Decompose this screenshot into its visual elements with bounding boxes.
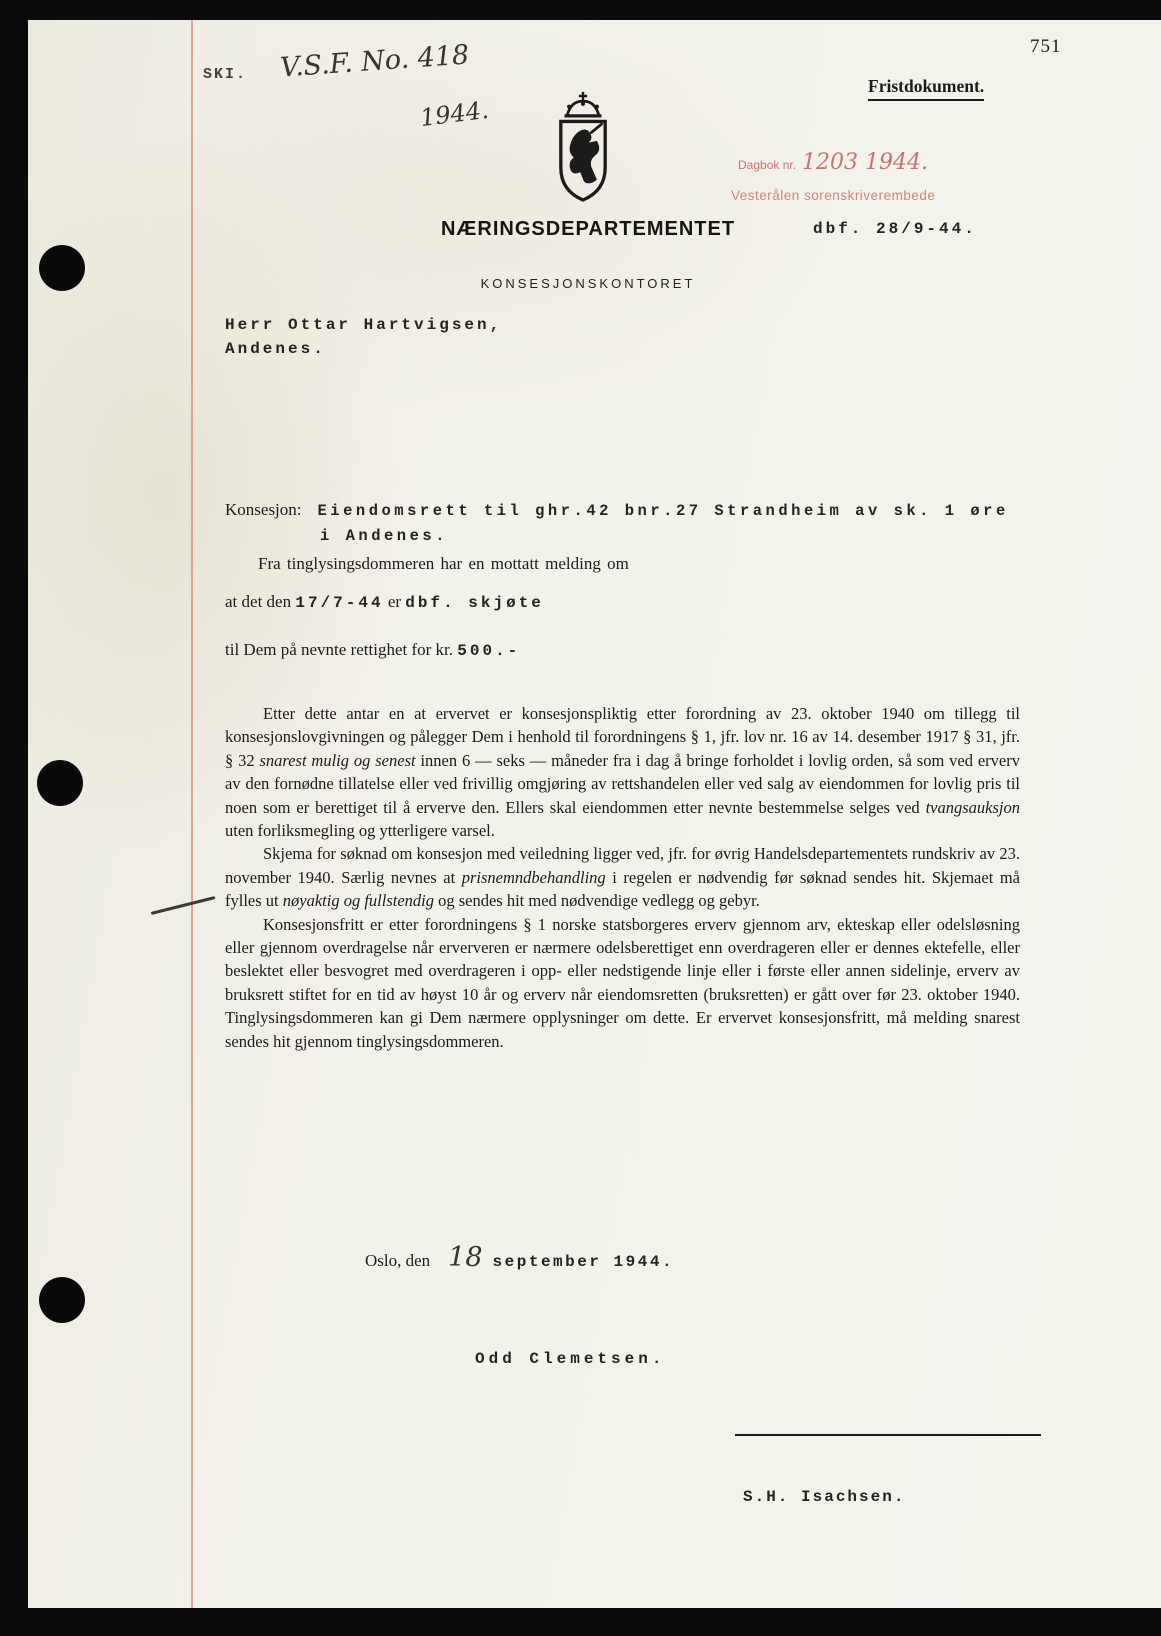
paragraph-text: uten forliksmegling og ytterligere varsel. bbox=[225, 821, 495, 841]
red-margin-line bbox=[191, 20, 193, 1608]
dbf-note: dbf. 28/9-44. bbox=[813, 220, 977, 238]
dagbok-stamp-number: 1203 1944. bbox=[802, 150, 929, 175]
coat-of-arms-icon bbox=[533, 90, 633, 212]
body-paragraph-3 bbox=[225, 913, 1020, 1053]
recipient-city: Andenes. bbox=[225, 340, 326, 358]
paragraph-text: Skjema for søknad om konsesjon med veiledning ligger ved, jfr. for øvrig Handelsdepartementets rundskriv av 23. november 1940. Særlig nevnes at bbox=[225, 844, 1020, 887]
document-page bbox=[28, 20, 1161, 1608]
hole-punch bbox=[37, 760, 83, 806]
letter-body bbox=[225, 702, 1020, 1053]
paragraph-italic: tvangsauksjon bbox=[925, 797, 1020, 817]
signer-name: Odd Clemetsen. bbox=[475, 1350, 666, 1368]
price-prefix: til Dem på nevnte rettighet for kr. bbox=[225, 640, 458, 659]
dagbok-stamp bbox=[738, 150, 928, 175]
paragraph-text: i regelen er nødvendig før søknad sendes hit. Skjemaet må fylles ut bbox=[225, 867, 1021, 911]
ski-stamp: SKI. bbox=[203, 66, 248, 83]
recipient-name: Herr Ottar Hartvigsen, bbox=[225, 316, 503, 334]
case-label: Konsesjon: bbox=[225, 500, 302, 519]
date-prefix: at det den bbox=[225, 592, 296, 611]
signature-rule bbox=[735, 1434, 1041, 1436]
date-value: 17/7-44 bbox=[295, 594, 384, 612]
hole-punch bbox=[39, 245, 85, 291]
paragraph-italic: prisnemndbehandling bbox=[461, 867, 606, 887]
handwritten-margin-tick bbox=[151, 896, 216, 914]
dagbok-stamp-office: Vesterålen sorenskriverembede bbox=[731, 188, 936, 203]
price-value: 500.- bbox=[457, 642, 521, 660]
handwritten-day: 18 bbox=[448, 1242, 483, 1273]
handwritten-year: 1944. bbox=[418, 95, 491, 133]
case-subject-value: Eiendomsrett til ghr.42 bnr.27 Strandheim av sk. 1 øre bbox=[317, 502, 1009, 520]
case-price-line bbox=[225, 640, 520, 660]
department-title: NÆRINGSDEPARTEMENTET bbox=[440, 218, 736, 240]
paragraph-text: Konsesjonsfritt er etter forordningens § 1 norske statsborgeres erverv gjennom arv, ekteskap eller odelsløsning eller gjennom overdragelse når erververen er nærmere odelsberettiget enn overdrageren eller er dennes ektefelle, eller beslektet eller besvogret med overdrageren i opp- eller nedstigende linje eller i første eller annen sidelinje, erverv av bruksrett stiftet for en tid av høyst 10 år og erverv når eiendomsretten (bruksretten) er gått over før 23. oktober 1940. Tinglysingsdommeren kan gi Dem nærmere opplysninger om dette. Er ervervet konsesjonsfritt, må melding snarest sendes hit gjennom tinglysingsdommeren. bbox=[225, 914, 1020, 1051]
body-paragraph-2 bbox=[225, 842, 1020, 912]
page-number: 751 bbox=[1030, 36, 1062, 57]
deed-value: dbf. skjøte bbox=[405, 594, 544, 612]
place-prefix: Oslo, den bbox=[365, 1251, 431, 1270]
case-subject-line bbox=[225, 500, 1009, 520]
countersigner-name: S.H. Isachsen. bbox=[743, 1488, 906, 1506]
signature-date-line bbox=[365, 1242, 674, 1273]
handwritten-reference: V.S.F. No. 418 bbox=[279, 39, 471, 84]
dagbok-stamp-prefix: Dagbok nr. bbox=[738, 158, 797, 172]
paragraph-text: og sendes hit med nødvendige vedlegg og gebyr. bbox=[433, 891, 760, 911]
case-subject-line2: i Andenes. bbox=[320, 527, 449, 545]
case-intro-line: Fra tinglysingsdommeren har en mottatt melding om bbox=[258, 554, 629, 573]
paragraph-italic: snarest mulig og senest bbox=[259, 750, 416, 770]
case-date-line bbox=[225, 592, 544, 612]
frist-label: Fristdokument. bbox=[868, 76, 984, 101]
date-mid: er bbox=[383, 592, 406, 611]
body-paragraph-1 bbox=[225, 702, 1020, 842]
paragraph-text: innen 6 — seks — måneder fra i dag å bringe forholdet i lovlig orden, så som ved erverv av den fornødne tillatelse eller ved frivillig omgjøring av rettshandelen eller ved salg av eiendommen for lovlig pris til noen som er berettiget til å erverve den. Ellers skal eiendommen etter nevnte bestemmelse selges ved bbox=[225, 750, 1020, 817]
typed-date: september 1944. bbox=[492, 1253, 675, 1271]
hole-punch bbox=[39, 1277, 85, 1323]
office-title: KONSESJONSKONTORET bbox=[480, 276, 696, 291]
paragraph-italic: nøyaktig og fullstendig bbox=[282, 891, 434, 911]
paragraph-text: Etter dette antar en at ervervet er konsesjonspliktig etter forordning av 23. oktober 1940 om tillegg til konsesjonslovgivningen og pålegger Dem i henhold til forordningens § 1, jfr. lov nr. 16 av 14. desember 1917 § 31, jfr. § 32 bbox=[225, 704, 1020, 770]
